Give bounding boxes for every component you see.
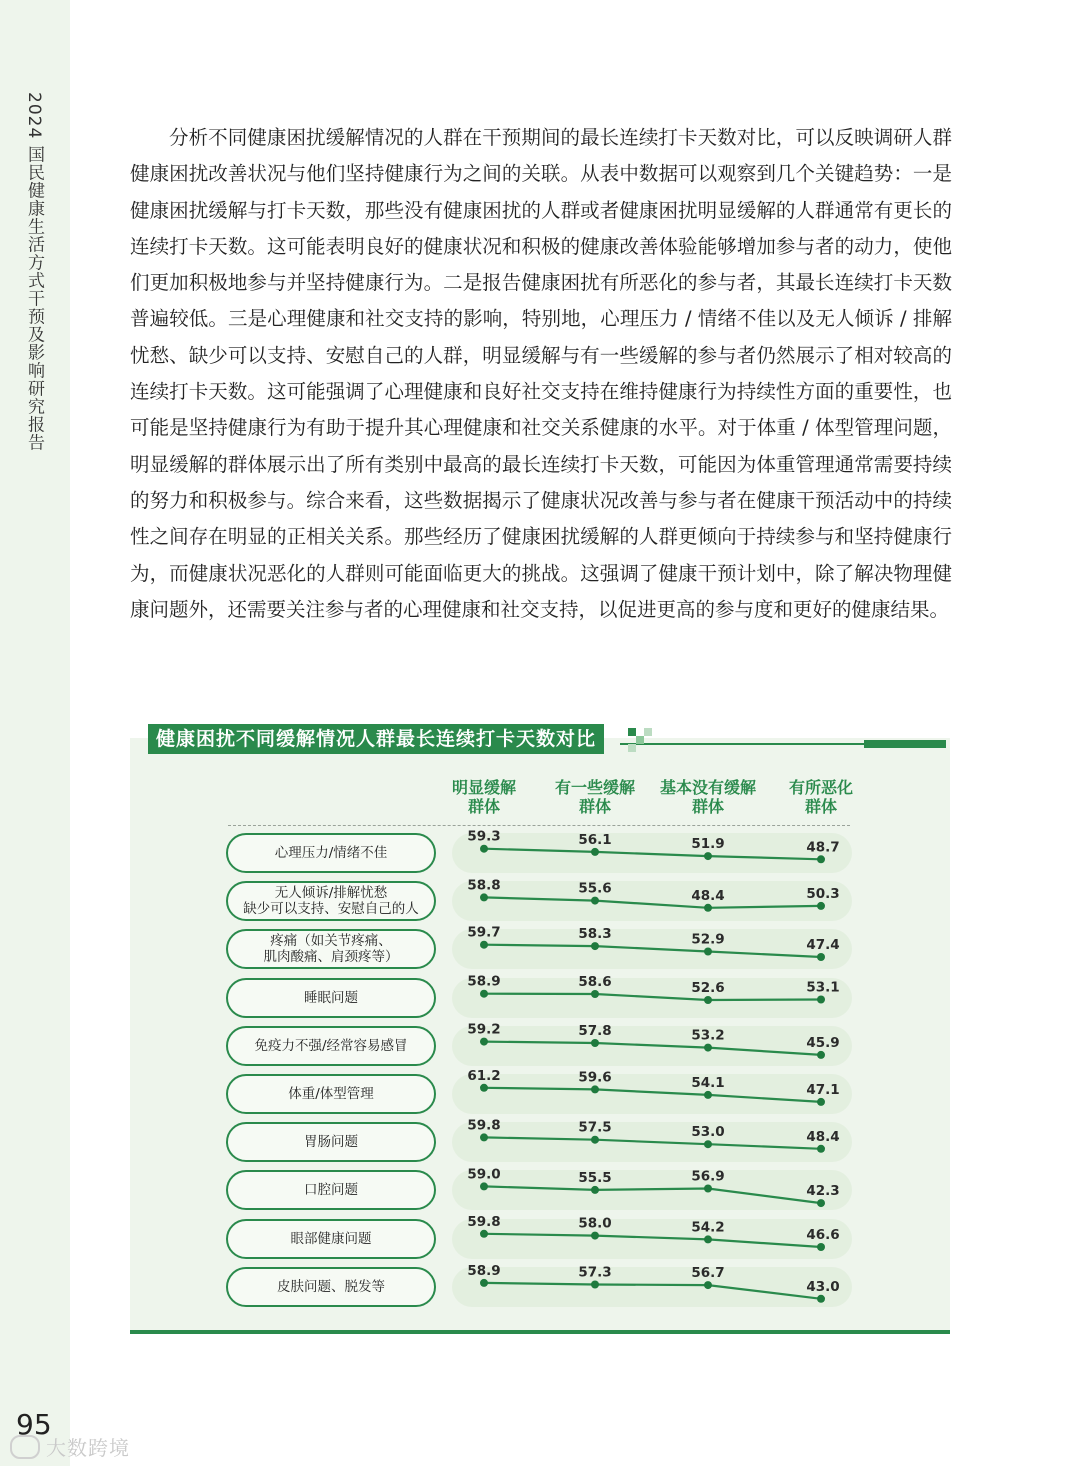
data-label: 61.2 — [467, 1067, 501, 1084]
category-label-line: 无人倾诉/排解忧愁 — [274, 885, 388, 902]
data-label: 56.1 — [578, 831, 612, 848]
data-label: 47.1 — [806, 1081, 840, 1098]
data-point — [591, 990, 599, 998]
category-label-line: 睡眠问题 — [304, 989, 358, 1006]
category-label-line: 心理压力/情绪不佳 — [274, 845, 388, 861]
data-point — [817, 855, 825, 863]
data-label: 58.9 — [467, 1262, 501, 1279]
data-label: 52.6 — [691, 980, 725, 996]
column-header-line: 有所恶化 — [788, 778, 853, 797]
data-label: 53.0 — [691, 1124, 725, 1141]
data-label: 53.2 — [691, 1027, 725, 1044]
data-point — [480, 893, 488, 901]
series-line — [484, 1283, 821, 1299]
data-label: 56.9 — [691, 1168, 725, 1185]
data-label: 50.3 — [806, 885, 840, 902]
series-line — [484, 994, 821, 1000]
category-label-line: 胃肠问题 — [304, 1134, 358, 1151]
data-point — [704, 996, 712, 1004]
data-point — [817, 902, 825, 910]
data-point — [480, 1182, 488, 1190]
data-point — [591, 1232, 599, 1240]
data-label: 48.7 — [806, 839, 840, 856]
data-point — [817, 1098, 825, 1106]
data-point — [480, 1133, 488, 1141]
data-point — [704, 1281, 712, 1289]
category-label-line: 肌肉酸痛、肩颈疼等） — [263, 949, 399, 966]
data-label: 58.6 — [578, 974, 612, 990]
data-point — [704, 1140, 712, 1148]
report-vertical-title: 2024 国民健康生活方式干预及影响研究报告 — [24, 92, 44, 452]
category-label-line: 疼痛（如关节疼痛、 — [270, 933, 392, 950]
series-line — [484, 1234, 821, 1247]
data-label: 52.9 — [691, 931, 725, 948]
data-label: 59.6 — [578, 1069, 612, 1086]
data-point — [480, 1279, 488, 1287]
data-point — [817, 1199, 825, 1207]
data-label: 58.3 — [578, 926, 612, 943]
data-point — [817, 996, 825, 1004]
category-label-line: 体重/体型管理 — [288, 1086, 374, 1102]
data-point — [817, 1145, 825, 1153]
data-point — [704, 948, 712, 956]
data-point — [591, 1136, 599, 1144]
data-label: 48.4 — [806, 1128, 840, 1145]
data-label: 58.0 — [578, 1215, 612, 1232]
data-label: 59.0 — [467, 1166, 501, 1183]
data-point — [817, 1051, 825, 1059]
data-point — [480, 1038, 488, 1046]
data-label: 45.9 — [806, 1034, 840, 1051]
series-line — [484, 1042, 821, 1055]
data-label: 56.7 — [691, 1265, 725, 1282]
chart-title: 健康困扰不同缓解情况人群最长连续打卡天数对比 — [148, 724, 604, 754]
data-label: 59.8 — [467, 1117, 501, 1134]
data-label: 54.2 — [691, 1219, 725, 1236]
data-point — [704, 852, 712, 860]
watermark-text: 大数跨境 — [46, 1436, 130, 1460]
data-label: 57.5 — [578, 1119, 612, 1136]
column-header-line: 群体 — [691, 797, 724, 816]
data-point — [704, 1235, 712, 1243]
data-point — [480, 941, 488, 949]
data-label: 43.0 — [806, 1278, 840, 1295]
page-number: 95 — [16, 1408, 52, 1441]
data-point — [591, 1085, 599, 1093]
data-point — [817, 1295, 825, 1303]
column-header-line: 基本没有缓解 — [659, 778, 756, 797]
data-point — [591, 1281, 599, 1289]
data-label: 55.6 — [578, 880, 612, 897]
data-label: 54.1 — [691, 1074, 725, 1091]
data-point — [480, 845, 488, 853]
data-label: 59.7 — [467, 924, 501, 941]
data-point — [480, 1230, 488, 1238]
data-label: 58.8 — [467, 877, 501, 894]
data-label: 59.2 — [467, 1021, 501, 1038]
data-point — [704, 904, 712, 912]
data-point — [591, 897, 599, 905]
column-header-line: 有一些缓解 — [554, 778, 635, 797]
data-label: 48.4 — [691, 887, 725, 904]
data-point — [704, 1185, 712, 1193]
series-line — [484, 1186, 821, 1203]
data-label: 57.3 — [578, 1264, 612, 1281]
column-header-line: 群体 — [804, 797, 837, 816]
data-label: 58.9 — [467, 973, 501, 990]
series-line — [484, 1088, 821, 1102]
data-point — [591, 1039, 599, 1047]
data-label: 59.8 — [467, 1213, 501, 1230]
body-paragraph: 分析不同健康困扰缓解情况的人群在干预期间的最长连续打卡天数对比，可以反映调研人群健康困扰改善状况与他们坚持健康行为之间的关联。从表中数据可以观察到几个关键趋势：一是健康困扰缓解与打卡天数，那些没有健康困扰的人群或者健康困扰明显缓解的人群通常有更长的连续打卡天数。这可能表明良好的健康状况和积极的健康改善体验能够增加参与者的动力，使他们更加积极地参与并坚持健康行为。二是报告健康困扰有所恶化的参与者，其最长连续打卡天数普遍较低。三是心理健康和社交支持的影响，特别地，心理压力 / 情绪不佳以及无人倾诉 / 排解忧愁、缺少可以支持、安慰自己的人群，明显缓解与有一些缓解的参与者仍然展示了相对较高的连续打卡天数。这可能强调了心理健康和良好社交支持在维持健康行为持续性方面的重要性，也可能是坚持健康行为有助于提升其心理健康和社交关系健康的水平。对于体重 / 体型管理问题，明显缓解的群体展示出了所有类别中最高的最长连续打卡天数，可能因为体重管理通常需要持续的努力和积极参与。综合来看，这些数据揭示了健康状况改善与参与者在健康干预活动中的持续性之间存在明显的正相关关系。那些经历了健康困扰缓解的人群更倾向于持续参与和坚持健康行为，而健康状况恶化的人群则可能面临更大的挑战。这强调了健康干预计划中，除了解决物理健康问题外，还需要关注参与者的心理健康和社交支持，以促进更高的参与度和更好的健康结果。 — [130, 126, 952, 621]
category-label-line: 免疫力不强/经常容易感冒 — [254, 1037, 408, 1054]
category-label-line: 眼部健康问题 — [290, 1230, 372, 1247]
data-point — [591, 1186, 599, 1194]
data-label: 47.4 — [806, 937, 840, 953]
data-label: 57.8 — [578, 1023, 612, 1039]
data-label: 51.9 — [691, 836, 725, 853]
data-point — [591, 848, 599, 856]
data-label: 46.6 — [806, 1227, 840, 1243]
data-label: 53.1 — [806, 979, 840, 996]
data-label: 42.3 — [806, 1183, 840, 1200]
column-header-line: 明显缓解 — [451, 778, 516, 797]
data-point — [817, 953, 825, 961]
data-label: 59.3 — [467, 828, 501, 845]
column-header-line: 群体 — [467, 797, 500, 816]
data-point — [480, 1084, 488, 1092]
data-point — [591, 942, 599, 950]
series-line — [484, 897, 821, 907]
data-point — [704, 1091, 712, 1099]
series-line — [484, 945, 821, 957]
category-label-line: 口腔问题 — [304, 1182, 358, 1199]
column-header-line: 群体 — [578, 797, 611, 816]
series-line — [484, 849, 821, 860]
category-label-line: 皮肤问题、脱发等 — [277, 1278, 385, 1295]
data-point — [480, 990, 488, 998]
data-point — [817, 1243, 825, 1251]
category-label-line: 缺少可以支持、安慰自己的人 — [243, 901, 419, 918]
data-point — [704, 1044, 712, 1052]
data-label: 55.5 — [578, 1169, 612, 1186]
series-line — [484, 1137, 821, 1148]
